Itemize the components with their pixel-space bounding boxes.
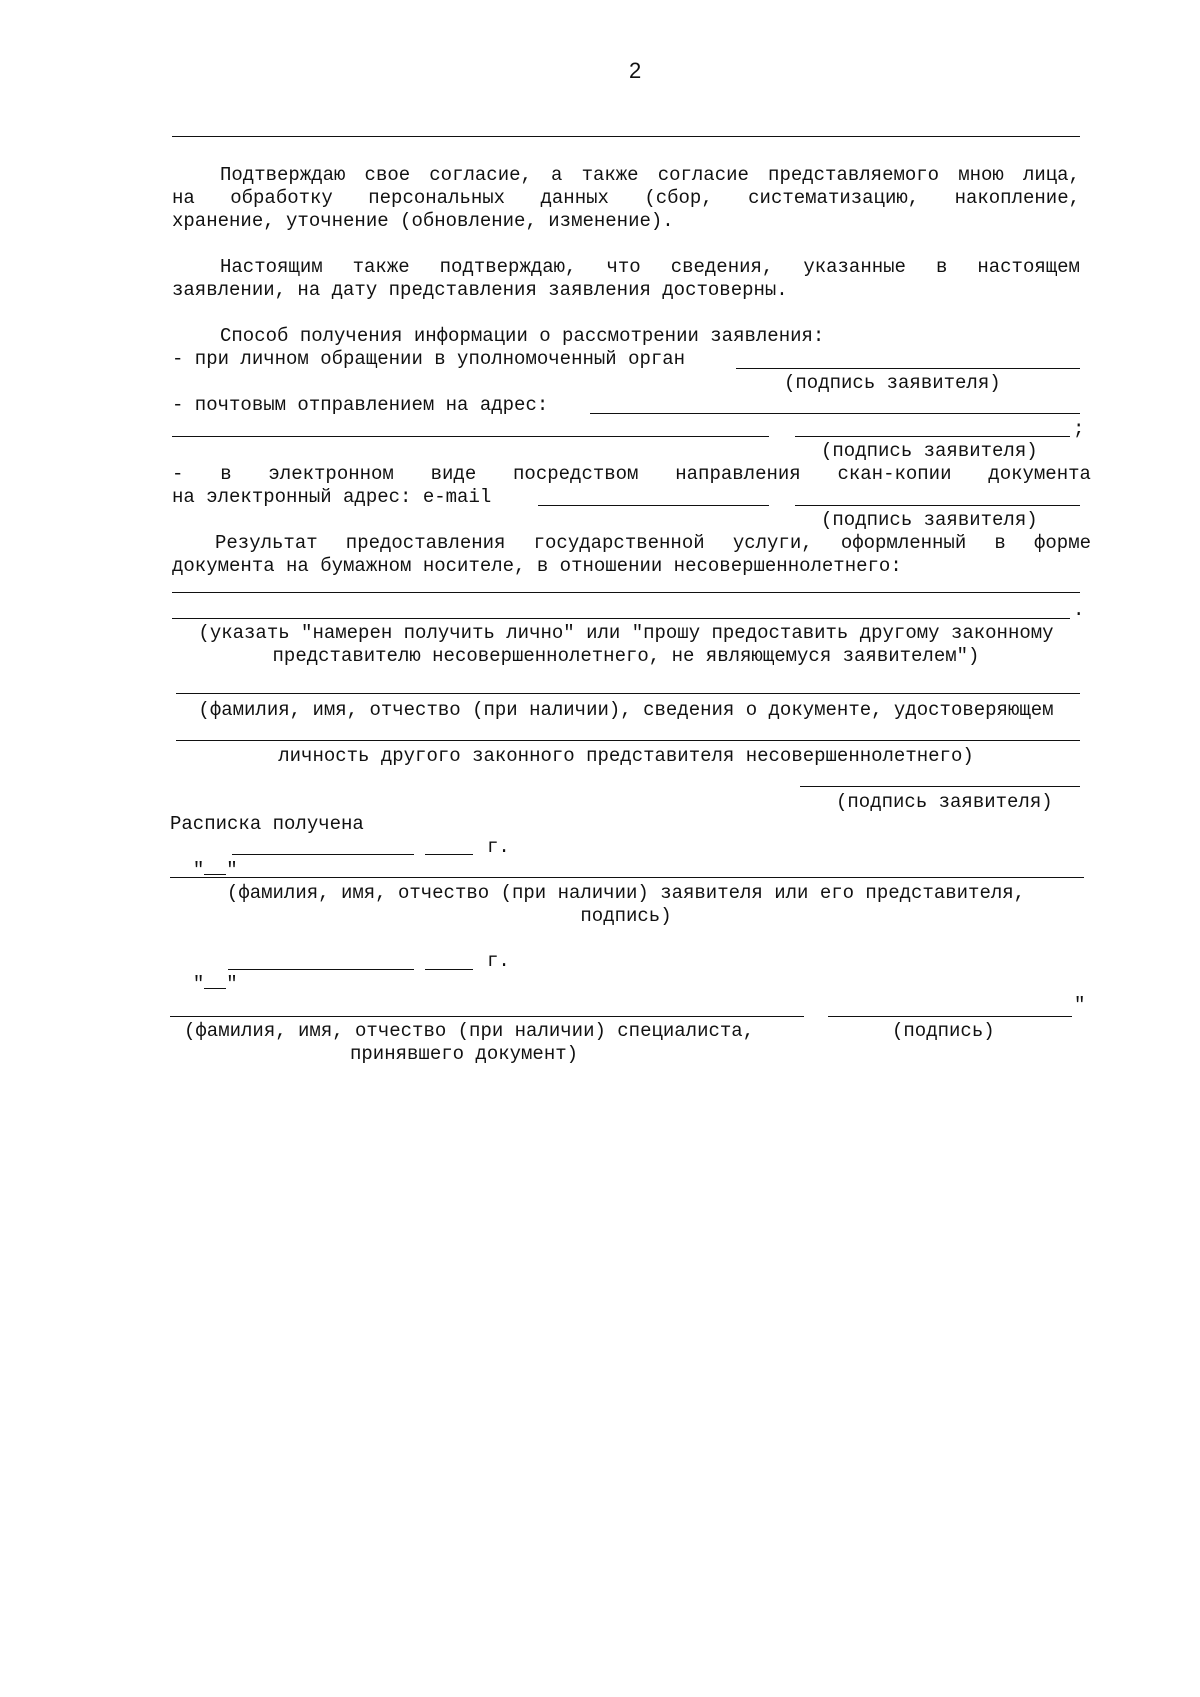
word: Подтверждаю [220, 164, 346, 186]
result-line2: документа на бумажном носителе, в отношении несовершеннолетнего: [172, 555, 902, 577]
word: свое [364, 164, 411, 186]
consent-para2-line1 [220, 256, 1080, 278]
result-answer-line-1[interactable] [172, 592, 1080, 593]
word: электронном [268, 463, 394, 485]
postal-semicolon: ; [1073, 418, 1085, 440]
word: обработку [230, 187, 333, 209]
word: посредством [513, 463, 639, 485]
date-close-quote: " [226, 973, 238, 995]
word: в [220, 463, 232, 485]
consent-para2-line2: заявлении, на дату представления заявления достоверны. [172, 279, 788, 301]
personal-signature-line[interactable] [736, 368, 1080, 369]
representative-hint-line1: (фамилия, имя, отчество (при наличии), сведения о документе, удостоверяющем [198, 699, 1054, 721]
postal-address-line-2[interactable] [172, 436, 769, 437]
signature-hint-2: (подпись заявителя) [821, 440, 1038, 462]
word: на [172, 187, 195, 209]
date-open-quote: " [192, 973, 205, 995]
postal-signature-line[interactable] [795, 436, 1070, 437]
word: Настоящим [220, 256, 323, 278]
delivery-electronic-line2: на электронный адрес: e-mail [172, 486, 492, 508]
word: систематизацию, [748, 187, 920, 209]
delivery-electronic-line1 [172, 463, 1091, 485]
word: данных [540, 187, 609, 209]
delivery-postal: - почтовым отправлением на адрес: [172, 394, 549, 416]
consent-para1-line2 [172, 187, 1080, 209]
result-hint-line2: представителю несовершеннолетнего, не являющемуся заявителем") [272, 645, 980, 667]
delivery-personal: - при личном обращении в уполномоченный орган [172, 348, 686, 370]
consent-para1-line3: хранение, уточнение (обновление, изменение). [172, 210, 674, 232]
postal-address-line-1[interactable] [590, 413, 1080, 414]
word: в [994, 532, 1006, 554]
receipt-date-2 [170, 950, 238, 995]
word: мною [958, 164, 1004, 186]
word: что [606, 256, 641, 278]
word: форме [1033, 532, 1091, 554]
specialist-signature-line[interactable] [828, 1016, 1072, 1017]
word: персональных [368, 187, 506, 209]
word: в [935, 256, 948, 278]
top-divider [172, 136, 1080, 137]
electronic-signature-line[interactable] [795, 505, 1080, 506]
word: настоящем [977, 256, 1080, 278]
word: представляемого [768, 164, 940, 186]
page-number: 2 [629, 58, 642, 83]
specialist-line[interactable] [170, 1016, 804, 1017]
result-hint-line1: (указать "намерен получить лично" или "прошу предоставить другому законному [198, 622, 1054, 644]
receipt-date-1 [170, 836, 238, 881]
result-line1 [215, 532, 1091, 554]
word: также [352, 256, 410, 278]
signature-hint-4: (подпись заявителя) [836, 791, 1053, 813]
result-answer-line-2[interactable] [172, 618, 1070, 619]
specialist-hint-line1: (фамилия, имя, отчество (при наличии) специалиста, [184, 1020, 755, 1042]
consent-para1-line1 [220, 164, 1080, 186]
representative-hint-line2: личность другого законного представителя несовершеннолетнего) [278, 745, 974, 767]
year-field-1[interactable] [425, 854, 473, 855]
word: направления [675, 463, 801, 485]
word: подтверждаю, [439, 256, 577, 278]
year-suffix-1: г. [487, 836, 510, 858]
result-period: . [1073, 599, 1085, 621]
word: документа [988, 463, 1091, 485]
word: скан-копии [837, 463, 952, 485]
year-field-2[interactable] [425, 969, 473, 970]
word: согласие, [429, 164, 532, 186]
year-suffix-2: г. [487, 950, 510, 972]
word: предоставления [345, 532, 506, 554]
month-field-2[interactable] [228, 969, 414, 970]
date-open-quote: " [192, 859, 205, 881]
word: виде [430, 463, 477, 485]
signature-hint-3: (подпись заявителя) [821, 509, 1038, 531]
receipt-title: Расписка получена [170, 813, 364, 835]
specialist-hint-line2: принявшего документ) [350, 1043, 579, 1065]
word: Результат [215, 532, 318, 554]
result-signature-line[interactable] [800, 786, 1080, 787]
applicant-hint-line1: (фамилия, имя, отчество (при наличии) заявителя или его представителя, [226, 882, 1026, 904]
word: государственной [533, 532, 705, 554]
date-close-quote: " [226, 859, 238, 881]
representative-line-1[interactable] [176, 693, 1080, 694]
word: сведения, [670, 256, 774, 278]
word: услуги, [732, 532, 813, 554]
closing-quote: " [1074, 994, 1086, 1016]
representative-line-2[interactable] [176, 740, 1080, 741]
applicant-hint-line2: подпись) [580, 905, 672, 927]
delivery-heading: Способ получения информации о рассмотрении заявления: [220, 325, 825, 347]
applicant-line[interactable] [170, 877, 1084, 878]
word: накопление, [954, 187, 1080, 209]
month-field-1[interactable] [232, 854, 414, 855]
word: согласие [657, 164, 749, 186]
day-field-1[interactable] [204, 858, 226, 875]
word: указанные [803, 256, 906, 278]
email-address-line[interactable] [538, 505, 769, 506]
word: - [172, 463, 184, 485]
word: оформленный [840, 532, 967, 554]
word: (сбор, [644, 187, 713, 209]
day-field-2[interactable] [204, 972, 226, 989]
word: а [551, 164, 563, 186]
word: лица, [1022, 164, 1080, 186]
word: также [581, 164, 639, 186]
signature-hint-1: (подпись заявителя) [784, 372, 1001, 394]
specialist-signature-hint: (подпись) [892, 1020, 995, 1042]
